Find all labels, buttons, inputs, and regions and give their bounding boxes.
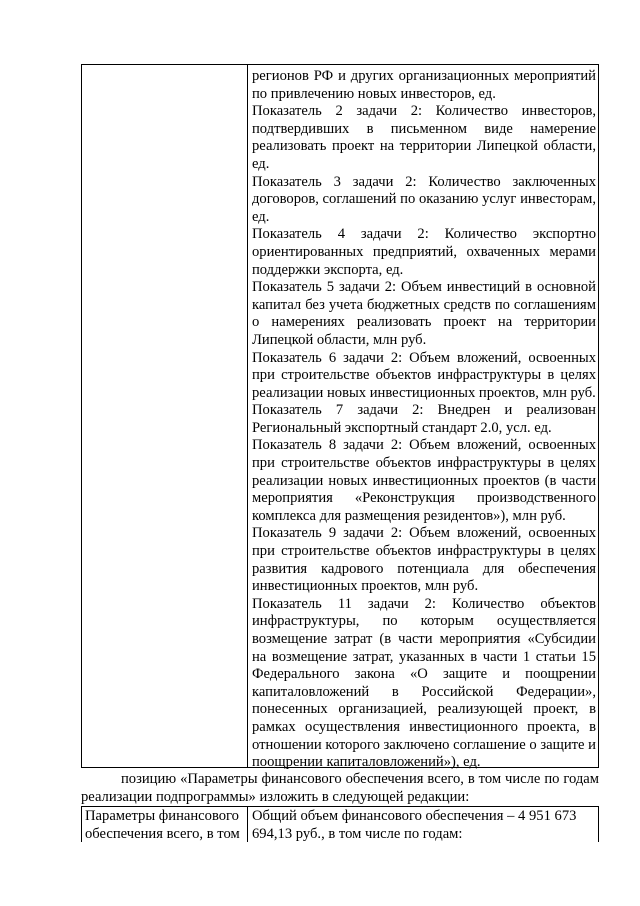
- indicator-9: Показатель 9 задачи 2: Объем вложений, освоенных при строительстве объектов инфраструктуры в целях развития кадрового потенциала для обеспечения инвестиционных проектов, млн руб.: [252, 525, 596, 595]
- indicator-6: Показатель 6 задачи 2: Объем вложений, освоенных при строительстве объектов инфраструктуры в целях реализации новых инвестиционных проектов, млн руб.: [252, 349, 596, 401]
- financing-label-cell: [85, 808, 245, 843]
- column-divider: [247, 65, 248, 767]
- amendment-paragraph: [81, 771, 599, 806]
- indicator-4: Показатель 4 задачи 2: Количество экспортно ориентированных предприятий, охваченных мерами поддержки экспорта, ед.: [252, 226, 596, 278]
- amendment-text: позицию «Параметры финансового обеспечения всего, в том числе по годам реализации подпрограммы» изложить в следующей редакции:: [81, 771, 599, 805]
- indicator-8: Показатель 8 задачи 2: Объем вложений, освоенных при строительстве объектов инфраструктуры в целях реализации новых инвестиционных проектов (в части мероприятия «Реконструкция производственного комплекса для размещения резидентов»), млн руб.: [252, 437, 596, 524]
- financing-table: [81, 806, 599, 842]
- indicators-table: [81, 64, 599, 771]
- financing-label: Параметры финансового обеспечения всего, в том: [85, 808, 240, 842]
- financing-value-cell: [252, 808, 596, 843]
- indicator-text: регионов РФ и других организационных мероприятий по привлечению новых инвесторов, ед.: [252, 68, 596, 102]
- indicators-cell: [252, 68, 596, 772]
- financing-value: Общий объем финансового обеспечения – 4 951 673 694,13 руб., в том числе по годам:: [252, 808, 577, 842]
- indicator-5: Показатель 5 задачи 2: Объем инвестиций в основной капитал без учета бюджетных средств по соглашениям о намерениях реализовать проект на территории Липецкой области, млн руб.: [252, 279, 596, 348]
- indicator-7: Показатель 7 задачи 2: Внедрен и реализован Региональный экспортный стандарт 2.0, усл. ед.: [252, 402, 596, 436]
- indicator-11: Показатель 11 задачи 2: Количество объектов инфраструктуры, по которым осуществляется возмещение затрат (в части мероприятия «Субсидии на возмещение затрат, указанных в части 1 статьи 15 Федерального закона «О защите и поощрении капиталовложений в Российской Федерации», понесенных организацией, реализующей проект, в рамках осуществления инвестиционного проекта, в отношении которого заключено соглашение о защите и поощрении капиталовложений»), ед.: [252, 595, 596, 771]
- indicator-2: Показатель 2 задачи 2: Количество инвесторов, подтвердивших в письменном виде намерение реализовать проект на территории Липецкой области, ед.: [252, 103, 596, 172]
- column-divider: [247, 807, 248, 842]
- indicator-3: Показатель 3 задачи 2: Количество заключенных договоров, соглашений по оказанию услуг инвесторам, ед.: [252, 173, 596, 225]
